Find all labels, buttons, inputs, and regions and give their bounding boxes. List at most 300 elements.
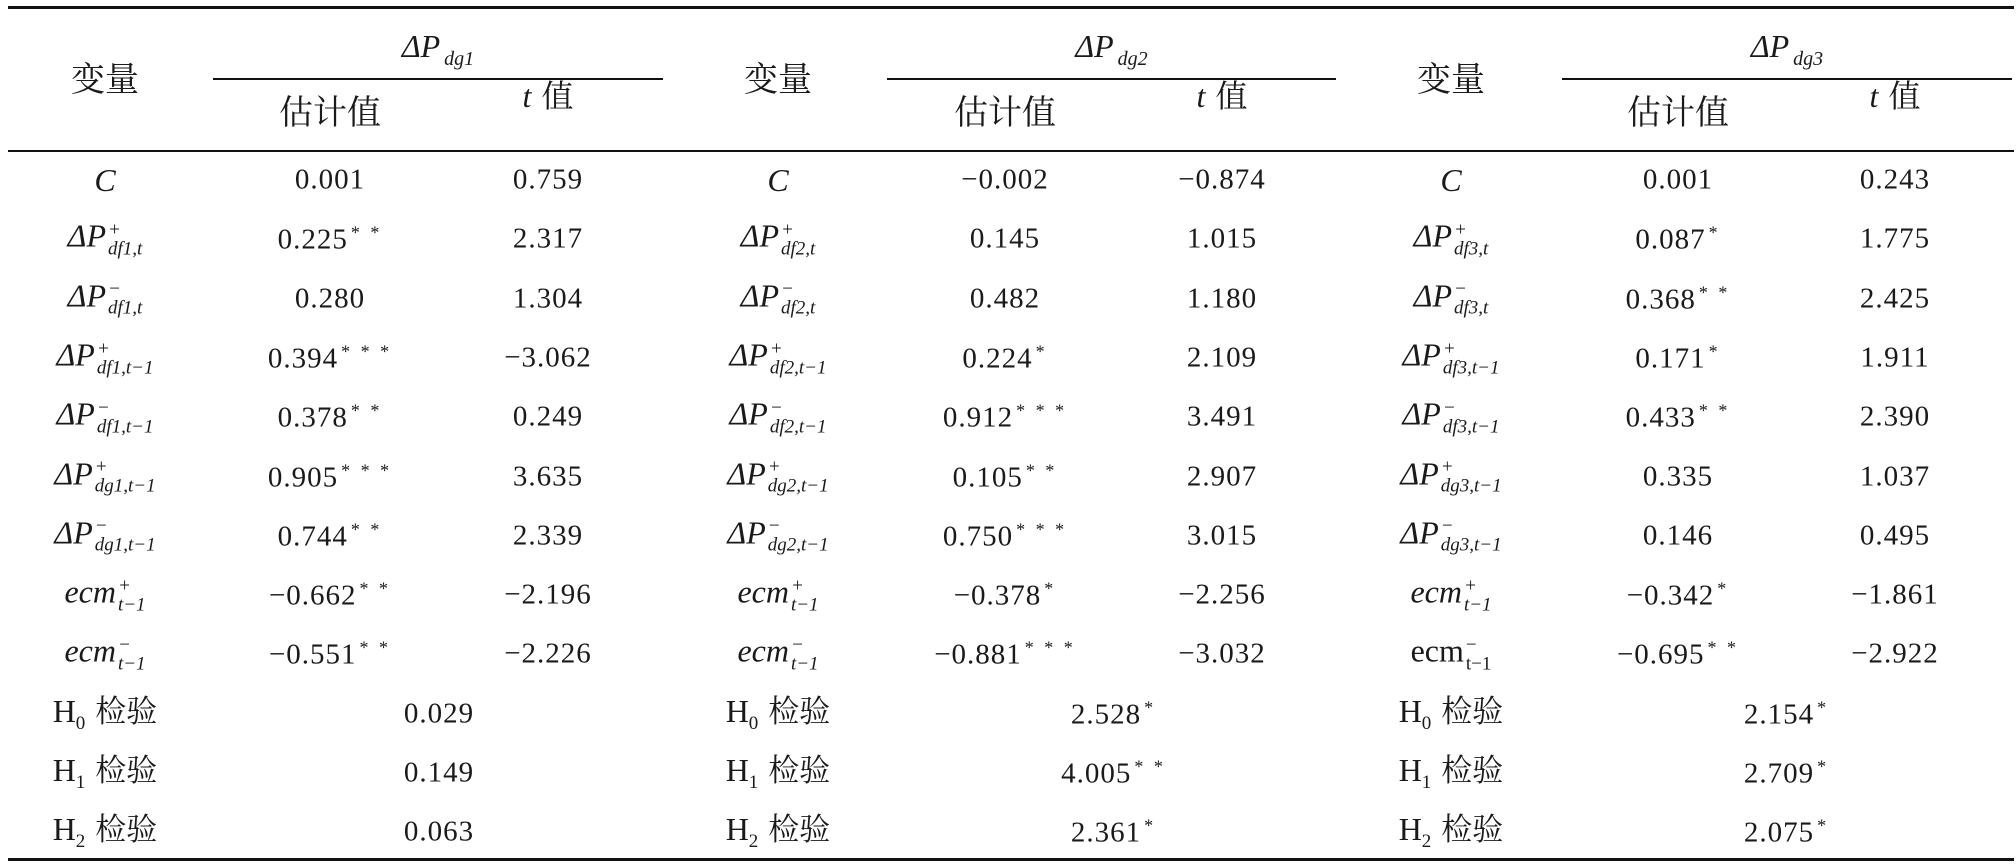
t-value — [1859, 222, 1931, 255]
variable-header-label: 变量 — [71, 60, 139, 100]
variable-superscript: − — [96, 397, 110, 419]
t-value — [513, 284, 583, 313]
variable-superscript: + — [1442, 338, 1456, 360]
variable-symbol: ΔP — [1402, 395, 1441, 432]
variable-subscript: df3,t — [1454, 238, 1489, 260]
t-value — [512, 222, 584, 255]
variable-symbol: ΔP — [729, 395, 768, 432]
significance-stars: * — [1144, 697, 1157, 718]
variable-indices — [770, 339, 827, 377]
estimate-value — [1635, 224, 1720, 255]
test-symbol: H — [725, 811, 749, 848]
significance-stars: * — [1708, 222, 1721, 243]
variable-subscript: t−1 — [1463, 594, 1492, 616]
variable-indices — [791, 576, 819, 614]
variable-indices — [97, 399, 154, 437]
variable-subscript: t−1 — [117, 653, 146, 675]
variable-name — [68, 279, 143, 318]
estimate-value — [268, 342, 392, 373]
variable-symbol: ΔP — [727, 514, 766, 551]
variable-symbol: ΔP — [56, 336, 95, 373]
t-number: −2.226 — [504, 637, 592, 670]
significance-stars: * — [1044, 578, 1057, 599]
significance-stars: * * * — [1016, 519, 1068, 540]
test-word: 检验 — [95, 812, 158, 849]
test-value — [1071, 817, 1156, 848]
variable-indices — [768, 458, 829, 496]
test-number: 0.063 — [403, 815, 475, 848]
test-value — [403, 756, 475, 789]
estimate-value — [1642, 163, 1714, 196]
significance-stars: * * * — [341, 341, 393, 362]
t-number: 1.911 — [1860, 341, 1930, 374]
variable-symbol: ecm — [64, 633, 116, 670]
test-label — [53, 694, 158, 732]
test-number: 2.154 — [1743, 698, 1815, 731]
t-number: −2.256 — [1178, 578, 1266, 611]
t-number: 1.037 — [1859, 460, 1931, 492]
variable-name — [94, 164, 115, 196]
estimate-number: 0.105 — [952, 461, 1023, 493]
variable-superscript: + — [117, 575, 131, 597]
estimate-number: 0.394 — [267, 342, 339, 375]
estimate-number: 0.171 — [1635, 342, 1706, 375]
significance-stars: * * — [1134, 756, 1166, 777]
estimate-value — [294, 163, 366, 196]
variable-subscript: dg3,t−1 — [1440, 535, 1502, 557]
estimate-number: −0.662 — [268, 579, 357, 612]
variable-subscript: df1,t−1 — [96, 416, 154, 438]
estimate-number: 0.905 — [267, 461, 339, 493]
variable-name — [740, 217, 816, 260]
variable-symbol: ΔP — [1400, 514, 1439, 551]
variable-subscript: t−1 — [117, 594, 146, 616]
test-value — [403, 815, 475, 848]
variable-superscript: + — [767, 456, 781, 478]
t-value-header — [523, 80, 574, 112]
variable-subscript: dg2,t−1 — [767, 475, 829, 497]
variable-name — [727, 516, 828, 555]
variable-symbol: ecm — [1410, 633, 1464, 670]
variable-indices — [1443, 339, 1500, 377]
test-word: 检验 — [768, 693, 831, 730]
t-value — [1187, 521, 1257, 550]
t-value-header — [1870, 80, 1921, 112]
variable-indices — [97, 339, 154, 377]
estimate-number: 0.433 — [1625, 401, 1696, 434]
estimate-header-label: 估计值 — [279, 93, 381, 133]
variable-superscript: − — [108, 278, 121, 300]
estimate-value — [953, 461, 1058, 492]
variable-indices — [768, 517, 829, 555]
variable-indices — [108, 280, 142, 318]
significance-stars: * — [1817, 756, 1830, 777]
estimate-number: 0.482 — [969, 282, 1041, 315]
t-value-header — [1197, 80, 1248, 112]
test-value — [1061, 758, 1166, 789]
t-number: 1.304 — [512, 282, 584, 315]
variable-symbol: ΔP — [1413, 277, 1453, 314]
test-symbol: H — [725, 751, 749, 788]
variable-superscript: − — [1465, 634, 1477, 656]
t-number: −2.922 — [1851, 637, 1939, 670]
t-symbol: t — [522, 78, 532, 114]
t-number: 1.015 — [1186, 222, 1258, 255]
test-label — [726, 694, 831, 732]
variable-indices — [118, 576, 146, 614]
t-value — [1859, 400, 1931, 433]
t-symbol: t — [1869, 78, 1879, 114]
significance-stars: * * * — [1016, 400, 1068, 421]
test-word: 检验 — [768, 752, 831, 789]
variable-symbol: ΔP — [67, 217, 107, 254]
variable-header-label: 变量 — [744, 60, 812, 100]
variable-symbol: C — [94, 162, 116, 198]
estimate-header — [279, 93, 381, 133]
test-symbol: H — [52, 692, 76, 729]
significance-stars: * * * — [1024, 637, 1076, 658]
test-value — [1071, 698, 1156, 729]
header-rule — [8, 150, 2014, 152]
variable-indices — [1454, 280, 1488, 318]
estimate-header-label: 估计值 — [1627, 93, 1729, 133]
estimate-number: 0.225 — [277, 223, 348, 256]
estimate-number: 0.912 — [942, 401, 1014, 434]
variable-name — [1400, 457, 1501, 496]
test-value — [404, 699, 474, 728]
estimate-value — [943, 520, 1067, 551]
t-number: −1.861 — [1851, 578, 1939, 611]
estimate-value — [1617, 639, 1739, 670]
group-rule-2 — [887, 78, 1336, 80]
variable-superscript: + — [1463, 575, 1477, 597]
test-symbol: H — [52, 811, 76, 848]
estimate-number: 0.335 — [1642, 460, 1714, 492]
t-symbol: t — [1196, 78, 1206, 114]
group-header-1: ΔP $_{dg1}$ — [401, 28, 475, 70]
estimate-number: 0.146 — [1642, 519, 1714, 552]
variable-name — [1400, 516, 1501, 555]
estimate-header — [954, 93, 1056, 133]
significance-stars: * — [1817, 815, 1830, 836]
test-word: 检验 — [1441, 752, 1504, 789]
variable-name — [1414, 279, 1489, 318]
variable-indices — [108, 221, 142, 259]
variable-symbol: ecm — [737, 633, 789, 670]
estimate-number: −0.378 — [953, 579, 1042, 612]
group-rule-1 — [213, 78, 663, 80]
variable-superscript: + — [790, 575, 804, 597]
t-value — [1860, 343, 1929, 372]
variable-name — [64, 573, 146, 616]
t-value-suffix: 值 — [1888, 78, 1921, 114]
variable-symbol: ecm — [64, 573, 116, 610]
test-label — [726, 813, 831, 851]
variable-superscript: + — [1440, 456, 1454, 478]
variable-subscript: df3,t−1 — [1442, 416, 1500, 438]
group-subscript: dg2 — [1117, 48, 1148, 70]
variable-subscript: df2,t−1 — [769, 416, 827, 438]
variable-indices — [95, 458, 156, 496]
test-number: 0.149 — [403, 756, 475, 789]
variable-subscript: df1,t — [108, 238, 143, 260]
variable-header — [1417, 60, 1485, 100]
estimate-number: −0.695 — [1616, 638, 1705, 671]
t-value-suffix: 值 — [541, 78, 574, 114]
variable-indices — [95, 517, 156, 555]
variable-superscript: + — [769, 338, 783, 360]
variable-name — [1411, 635, 1492, 674]
variable-indices — [781, 280, 815, 318]
test-number: 2.709 — [1743, 757, 1815, 790]
variable-name — [56, 336, 154, 379]
significance-stars: * — [1035, 341, 1048, 362]
test-value — [1744, 817, 1829, 848]
variable-name — [1440, 164, 1461, 196]
variable-symbol: ΔP — [54, 514, 93, 551]
variable-symbol: ΔP — [54, 455, 93, 492]
variable-superscript: − — [769, 397, 783, 419]
variable-name — [1413, 217, 1489, 260]
estimate-number: 0.087 — [1635, 223, 1706, 256]
test-word: 检验 — [1441, 693, 1504, 730]
variable-subscript: t−1 — [790, 594, 819, 616]
t-value-suffix: 值 — [1215, 78, 1248, 114]
t-value — [1187, 343, 1257, 372]
variable-symbol: ΔP — [729, 336, 768, 373]
test-word: 检验 — [768, 812, 831, 849]
variable-symbol: ΔP — [1402, 336, 1441, 373]
test-value — [1744, 698, 1829, 729]
estimate-value — [1635, 342, 1720, 373]
t-value — [513, 521, 583, 550]
t-value — [1186, 222, 1258, 255]
variable-symbol: ΔP — [1400, 455, 1439, 492]
t-value — [1178, 578, 1266, 611]
estimate-value — [1627, 580, 1730, 611]
t-value — [1186, 400, 1258, 433]
t-value — [1860, 284, 1930, 313]
variable-name — [67, 217, 143, 260]
variable-symbol: C — [1440, 162, 1462, 198]
test-number: 4.005 — [1061, 757, 1132, 790]
variable-superscript: − — [781, 278, 794, 300]
t-number: 0.495 — [1859, 519, 1931, 552]
variable-superscript: − — [117, 634, 131, 656]
variable-superscript: + — [1454, 219, 1467, 241]
t-number: 0.249 — [512, 400, 584, 433]
estimate-number: 0.001 — [1642, 163, 1714, 196]
significance-stars: * * — [1707, 637, 1740, 658]
t-value — [504, 637, 592, 670]
t-number: −3.062 — [504, 341, 592, 374]
variable-header — [744, 60, 812, 100]
significance-stars: * * — [359, 578, 392, 599]
significance-stars: * — [1708, 341, 1721, 362]
estimate-value — [295, 284, 365, 313]
variable-name — [767, 164, 788, 196]
variable-superscript: − — [1454, 278, 1467, 300]
test-symbol: H — [1398, 751, 1422, 788]
t-number: 2.425 — [1859, 282, 1931, 315]
variable-indices — [118, 636, 146, 674]
variable-subscript: df2,t — [781, 238, 816, 260]
estimate-number: 0.280 — [294, 282, 366, 315]
test-word: 检验 — [95, 752, 158, 789]
variable-superscript: + — [781, 219, 794, 241]
t-number: 1.180 — [1186, 282, 1258, 315]
variable-name — [729, 336, 827, 379]
test-word: 检验 — [95, 693, 158, 730]
estimate-number: −0.002 — [961, 163, 1049, 196]
t-value — [1860, 462, 1930, 491]
variable-superscript: − — [1440, 516, 1454, 538]
t-value — [1187, 462, 1257, 491]
variable-name — [64, 635, 145, 674]
group-subscript: dg1 — [444, 48, 475, 70]
estimate-number: 0.224 — [962, 342, 1033, 375]
significance-stars: * * — [1698, 400, 1731, 421]
estimate-value — [1643, 462, 1713, 491]
variable-superscript: + — [108, 219, 121, 241]
t-value — [1178, 637, 1266, 670]
variable-superscript: − — [790, 634, 804, 656]
test-value — [1744, 758, 1829, 789]
test-number: 2.528 — [1070, 698, 1142, 731]
estimate-number: 0.145 — [969, 222, 1041, 255]
variable-name — [1402, 395, 1500, 438]
t-value — [504, 343, 592, 372]
t-number: 2.339 — [512, 519, 584, 552]
variable-indices — [781, 221, 815, 259]
variable-symbol: C — [767, 162, 789, 198]
test-index: 1 — [75, 772, 86, 794]
t-value — [1178, 163, 1266, 196]
estimate-number: 0.744 — [277, 520, 348, 553]
estimate-number: −0.881 — [934, 638, 1022, 671]
test-label — [52, 751, 158, 794]
estimate-value — [278, 402, 383, 433]
estimate-value — [278, 520, 383, 551]
estimate-value — [943, 402, 1067, 433]
t-value — [1859, 163, 1931, 196]
t-value — [512, 163, 584, 196]
group-header-3: ΔP $_{dg3}$ — [1750, 28, 1824, 70]
estimate-number: −0.551 — [268, 638, 357, 671]
estimate-value — [969, 222, 1041, 255]
t-value — [1851, 637, 1939, 670]
variable-indices — [770, 399, 827, 437]
estimate-value — [1643, 521, 1713, 550]
significance-stars: * * — [350, 222, 383, 243]
significance-stars: * * — [350, 519, 383, 540]
variable-subscript: dg3,t−1 — [1440, 475, 1502, 497]
variable-symbol: ΔP — [1413, 217, 1453, 254]
variable-subscript: df3,t — [1454, 297, 1489, 319]
estimate-value — [1626, 402, 1731, 433]
t-number: 0.243 — [1859, 163, 1931, 196]
variable-header — [71, 60, 139, 100]
variable-symbol: ecm — [1410, 573, 1462, 610]
variable-name — [56, 395, 154, 438]
variable-superscript: − — [94, 516, 108, 538]
variable-indices — [1441, 517, 1502, 555]
variable-indices — [1464, 576, 1492, 614]
significance-stars: * — [1817, 697, 1830, 718]
variable-symbol: ΔP — [740, 217, 780, 254]
variable-name — [741, 279, 816, 318]
variable-name — [1410, 573, 1492, 616]
significance-stars: * * — [1025, 460, 1058, 480]
variable-name — [737, 573, 819, 616]
estimate-value — [970, 284, 1040, 313]
test-index: 1 — [748, 772, 759, 794]
top-rule — [8, 6, 2014, 9]
t-number: −0.874 — [1178, 163, 1266, 196]
variable-subscript: dg1,t−1 — [94, 535, 156, 557]
t-value — [1860, 521, 1930, 550]
estimate-number: −0.342 — [1626, 579, 1715, 612]
significance-stars: * * — [359, 637, 392, 658]
variable-name — [727, 457, 828, 496]
variable-indices — [1443, 399, 1500, 437]
group-subscript: dg3 — [1793, 48, 1824, 70]
test-symbol: H — [1398, 811, 1422, 848]
variable-symbol: ecm — [737, 573, 789, 610]
variable-subscript: df2,t — [781, 297, 816, 319]
test-label — [725, 751, 831, 794]
estimate-value — [1626, 283, 1731, 314]
estimate-value — [268, 461, 392, 492]
test-index: 2 — [1421, 831, 1432, 853]
estimate-number: 0.001 — [294, 163, 366, 196]
group-rule-3 — [1562, 78, 2012, 80]
t-number: −2.196 — [504, 578, 592, 611]
variable-subscript: df1,t — [108, 297, 143, 319]
estimate-number: 0.368 — [1625, 283, 1696, 316]
t-number: 3.635 — [512, 460, 584, 492]
variable-indices — [1454, 221, 1488, 259]
variable-subscript: df3,t−1 — [1442, 357, 1500, 379]
significance-stars: * — [1717, 578, 1730, 599]
variable-name — [729, 395, 827, 438]
test-number: 2.361 — [1070, 816, 1142, 849]
estimate-number: 0.378 — [277, 401, 348, 434]
estimate-value — [269, 639, 391, 670]
variable-header-label: 变量 — [1417, 60, 1485, 100]
variable-name — [54, 457, 155, 496]
t-number: 2.907 — [1186, 460, 1258, 492]
estimate-value — [269, 580, 391, 611]
variable-superscript: − — [767, 516, 781, 538]
variable-name — [1402, 336, 1500, 379]
variable-symbol: ΔP — [56, 395, 95, 432]
variable-indices — [1466, 636, 1492, 674]
significance-stars: * — [1144, 815, 1157, 836]
t-number: 1.775 — [1859, 222, 1931, 255]
t-number: 2.109 — [1186, 341, 1258, 374]
estimate-number: 0.750 — [942, 520, 1014, 553]
test-number: 0.029 — [403, 697, 475, 730]
variable-subscript: df2,t−1 — [769, 357, 827, 379]
variable-subscript: t−1 — [1465, 653, 1492, 675]
variable-indices — [791, 636, 819, 674]
test-word: 检验 — [1441, 812, 1504, 849]
variable-superscript: − — [1442, 397, 1456, 419]
test-number: 2.075 — [1743, 816, 1815, 849]
test-symbol: H — [1398, 692, 1422, 729]
test-label — [1398, 751, 1504, 794]
